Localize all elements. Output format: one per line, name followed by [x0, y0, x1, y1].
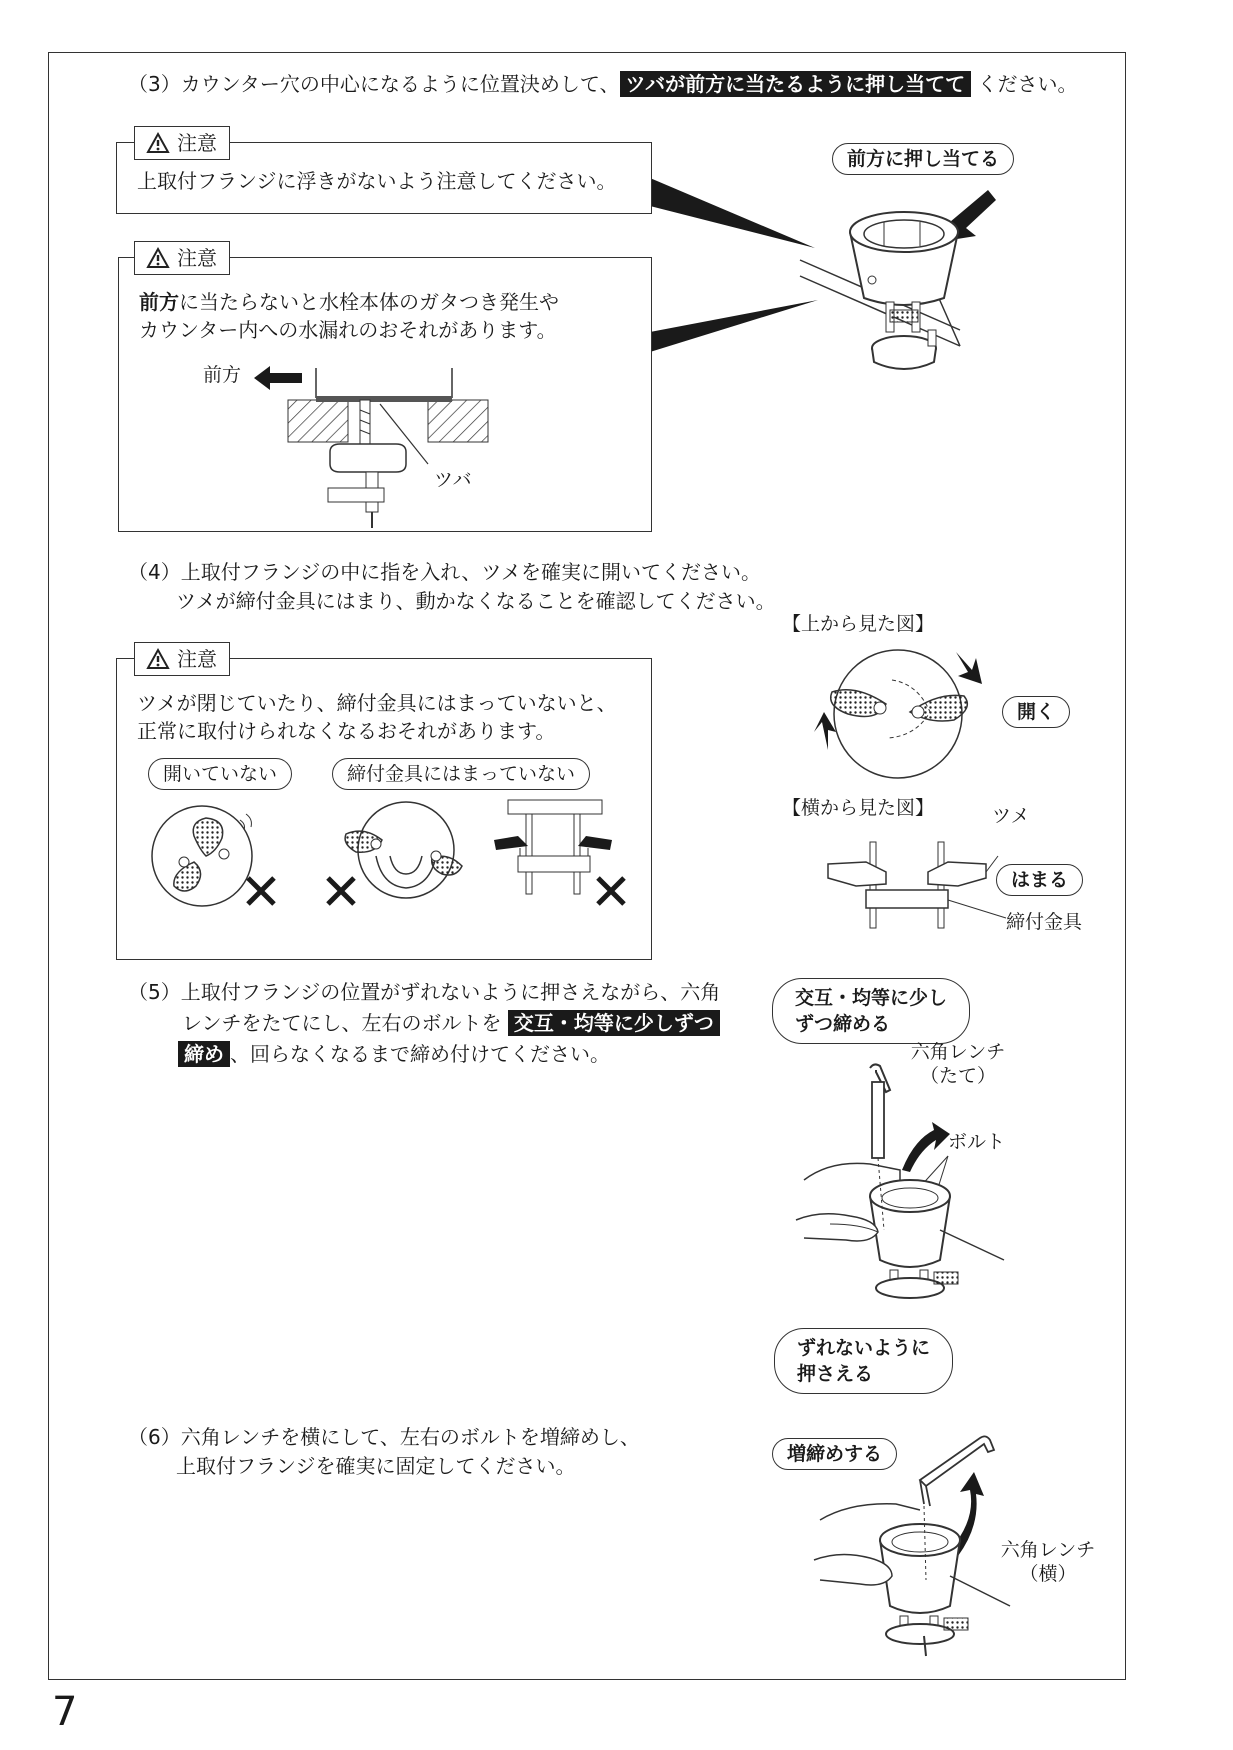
tag-not-fitted: 締付金具にはまっていない	[332, 758, 590, 790]
caution-tag-3	[134, 642, 230, 676]
callout-hold-line1: ずれないように	[797, 1337, 931, 1359]
callout-hold-steady	[774, 1328, 953, 1394]
step5-line2	[182, 1009, 720, 1038]
step5-line2-text: レンチをたてにし、左右のボルトを	[182, 1011, 502, 1035]
step3-text-after: ください。	[977, 72, 1078, 96]
caution2-line1	[139, 288, 559, 317]
step5-line1: （5）上取付フランジの位置がずれないように押さえながら、六角	[128, 980, 721, 1004]
top-view-open-illustration	[808, 640, 998, 780]
label-open: 開く	[1002, 696, 1070, 728]
callout-retighten: 増締めする	[772, 1438, 897, 1470]
view-side-title: 【横から見た図】	[782, 797, 935, 819]
warning-icon	[147, 248, 169, 268]
label-wrench-horizontal-line1: 六角レンチ	[1000, 1539, 1096, 1561]
step6-line1: （6）六角レンチを横にして、左右のボルトを増締めし、	[128, 1425, 640, 1449]
caution-label: 注意	[177, 131, 217, 155]
caution3-line2: 正常に取付けられなくなるおそれがあります。	[137, 719, 556, 743]
callout-alternate-tighten	[772, 978, 970, 1044]
step4-line1: （4）上取付フランジの中に指を入れ、ツメを確実に開いてください。	[128, 560, 762, 584]
step5-line2-highlight: 交互・均等に少しずつ	[508, 1010, 720, 1036]
step5-line3-highlight: 締め	[178, 1041, 230, 1067]
label-wrench-vertical-line2: （たて）	[919, 1065, 996, 1087]
caution2-line2: カウンター内への水漏れのおそれがあります。	[139, 318, 557, 342]
label-fit: はまる	[996, 864, 1083, 896]
label-wrench-horizontal	[986, 1538, 1110, 1586]
label-fitting: 締付金具	[1006, 911, 1083, 933]
caution1-text: 上取付フランジに浮きがないよう注意してください。	[137, 169, 617, 193]
flange-push-illustration	[800, 180, 1060, 400]
tsuba-cross-section	[280, 360, 500, 530]
callout-push-forward: 前方に押し当てる	[832, 143, 1014, 175]
label-front: 前方	[203, 364, 242, 386]
tag-not-open: 開いていない	[148, 758, 292, 790]
caution-tag-1	[134, 126, 230, 160]
view-top-title: 【上から見た図】	[782, 613, 935, 635]
label-wrench-vertical-line1: 六角レンチ	[910, 1041, 1006, 1063]
side-view-illustration	[826, 842, 1010, 932]
caution2-bold: 前方	[139, 290, 179, 314]
incorrect-examples-illustration	[150, 800, 630, 920]
caution3-line1: ツメが閉じていたり、締付金具にはまっていないと、	[137, 691, 617, 715]
caution-label: 注意	[177, 647, 217, 671]
caution-tag-2	[134, 241, 230, 275]
label-tsume: ツメ	[992, 805, 1030, 827]
caution2-line1-rest: に当たらないと水栓本体のガタつき発生や	[179, 290, 559, 314]
label-wrench-horizontal-line2: （横）	[1019, 1563, 1077, 1585]
step4-line2: ツメが締付金具にはまり、動かなくなることを確認してください。	[176, 589, 776, 613]
caution-label: 注意	[177, 246, 217, 270]
callout-alternate-line1: 交互・均等に少し	[795, 987, 948, 1009]
warning-icon	[147, 133, 169, 153]
callout-alternate-line2: ずつ締める	[795, 1013, 891, 1035]
label-tsuba: ツバ	[434, 469, 472, 491]
step3-highlight: ツバが前方に当たるように押し当てて	[620, 71, 972, 97]
step5-line3-text: 、回らなくなるまで締め付けてください。	[230, 1042, 610, 1066]
step6-line2: 上取付フランジを確実に固定してください。	[176, 1454, 576, 1478]
step3-text-before: （3）カウンター穴の中心になるように位置決めして、	[128, 72, 620, 96]
callout-hold-line2: 押さえる	[797, 1363, 874, 1385]
page-number: 7	[52, 1689, 78, 1735]
step5-line3	[178, 1040, 610, 1069]
label-bolt: ボルト	[948, 1131, 1006, 1153]
warning-icon	[147, 649, 169, 669]
vertical-wrench-illustration	[790, 1060, 1010, 1300]
